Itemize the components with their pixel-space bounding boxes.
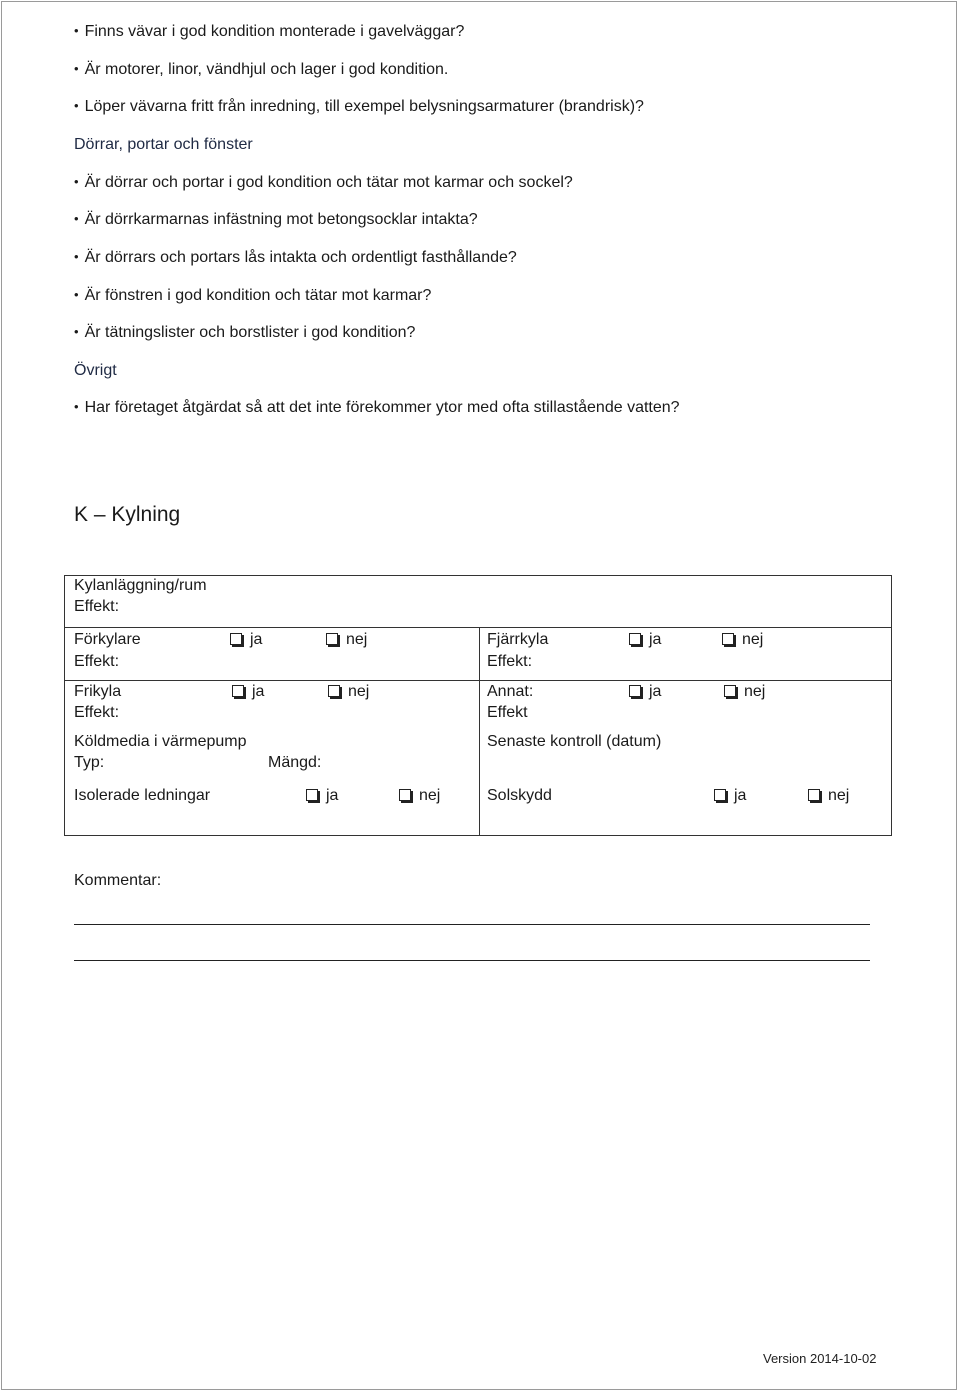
question-standing-water: • Har företaget åtgärdat så att det inte förekommer ytor med ofta stillastående vatten?: [74, 398, 680, 418]
last-inspection-label: Senaste kontroll (datum): [487, 733, 662, 750]
refrigerant-type-label: Typ:: [74, 754, 105, 771]
checkbox-icon[interactable]: [326, 633, 338, 645]
checkbox-icon[interactable]: [306, 789, 318, 801]
section-heading-cooling: K – Kylning: [74, 503, 181, 526]
precooler-no-option[interactable]: nej: [326, 630, 367, 650]
precooler-yes-option[interactable]: ja: [230, 630, 262, 650]
question-gable-fabrics: • Finns vävar i god kondition monterade i gavelväggar?: [74, 22, 464, 42]
question-fabrics-free: • Löper vävarna fritt från inredning, till exempel belysningsarmaturer (brandrisk)?: [74, 97, 644, 117]
free-cooling-no-option[interactable]: nej: [328, 682, 369, 702]
room-label: Kylanläggning/rum: [74, 577, 207, 594]
checkbox-icon[interactable]: [399, 789, 411, 801]
sun-protection-yes-option[interactable]: ja: [714, 786, 746, 806]
checkbox-icon[interactable]: [232, 685, 244, 697]
precooler-effect-label: Effekt:: [74, 653, 120, 670]
question-door-frames: • Är dörrkarmarnas infästning mot betongsocklar intakta?: [74, 210, 478, 230]
checkbox-icon[interactable]: [629, 685, 641, 697]
room-effect-label: Effekt:: [74, 598, 120, 615]
question-windows: • Är fönstren i god kondition och tätar mot karmar?: [74, 286, 431, 306]
refrigerant-amount-label: Mängd:: [268, 754, 322, 771]
checkbox-icon[interactable]: [808, 789, 820, 801]
question-doors-condition: • Är dörrar och portar i god kondition och tätar mot karmar och sockel?: [74, 173, 573, 193]
district-cooling-effect-label: Effekt:: [487, 653, 533, 670]
checkbox-icon[interactable]: [230, 633, 242, 645]
refrigerant-label: Köldmedia i värmepump: [74, 733, 247, 750]
comment-label: Kommentar:: [74, 872, 162, 889]
insulated-pipes-no-option[interactable]: nej: [399, 786, 440, 806]
sun-protection-label: Solskydd: [487, 787, 552, 804]
question-seals: • Är tätningslister och borstlister i god kondition?: [74, 323, 415, 343]
question-door-locks: • Är dörrars och portars lås intakta och ordentligt fasthållande?: [74, 248, 517, 268]
table-divider: [479, 627, 480, 836]
other-cooling-no-option[interactable]: nej: [724, 682, 765, 702]
section-heading-doors: Dörrar, portar och fönster: [74, 136, 253, 153]
checkbox-icon[interactable]: [714, 789, 726, 801]
other-cooling-yes-option[interactable]: ja: [629, 682, 661, 702]
insulated-pipes-label: Isolerade ledningar: [74, 787, 211, 804]
district-cooling-no-option[interactable]: nej: [722, 630, 763, 650]
section-heading-other: Övrigt: [74, 362, 117, 379]
sun-protection-no-option[interactable]: nej: [808, 786, 849, 806]
insulated-pipes-yes-option[interactable]: ja: [306, 786, 338, 806]
comment-line[interactable]: [74, 960, 870, 961]
checkbox-icon[interactable]: [328, 685, 340, 697]
free-cooling-effect-label: Effekt:: [74, 704, 120, 721]
checkbox-icon[interactable]: [629, 633, 641, 645]
free-cooling-label: Frikyla: [74, 683, 122, 700]
precooler-label: Förkylare: [74, 631, 141, 648]
table-divider: [64, 627, 892, 628]
other-cooling-effect-label: Effekt: [487, 704, 528, 721]
version-label: Version 2014-10-02: [763, 1351, 877, 1366]
question-motors: • Är motorer, linor, vändhjul och lager i god kondition.: [74, 60, 448, 80]
other-cooling-label: Annat:: [487, 683, 534, 700]
district-cooling-label: Fjärrkyla: [487, 631, 549, 648]
table-divider: [64, 680, 892, 681]
free-cooling-yes-option[interactable]: ja: [232, 682, 264, 702]
checkbox-icon[interactable]: [722, 633, 734, 645]
district-cooling-yes-option[interactable]: ja: [629, 630, 661, 650]
checkbox-icon[interactable]: [724, 685, 736, 697]
comment-line[interactable]: [74, 924, 870, 925]
